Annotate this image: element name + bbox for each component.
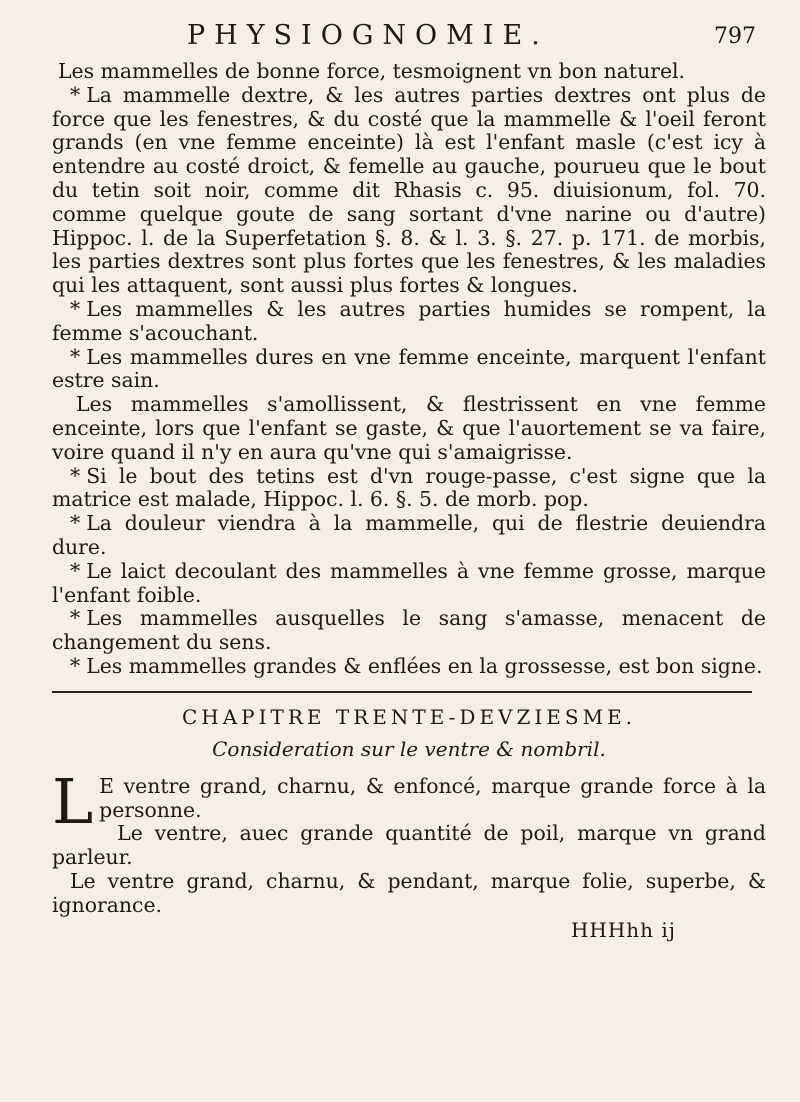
upper-text (52, 60, 766, 679)
asterisk-mark: * (70, 296, 81, 321)
asterisk-mark: * (70, 463, 81, 488)
chapter-subtitle: Consideration sur le ventre & nombril. (212, 736, 606, 761)
lower-text (52, 764, 766, 918)
running-title: PHYSIOGNOMIE. (187, 20, 549, 51)
paragraph-text: Les mammelles grandes & enflées en la grossesse, est bon signe. (86, 653, 763, 678)
asterisk-mark: * (70, 653, 81, 678)
paragraph-text: La mammelle dextre, & les autres parties dextres ont plus de force que les fenestres, & du costé que la mammelle & l'oeil feront grands (en vne femme enceinte) là est l'enfant masle (c'est icy à entendre au costé droict, & femelle au gauche, pourueu que le bout du tetin soit noir, comme dit Rhasis c. 95. diuisionum, fol. 70. comme quelque goute de sang sortant d'vne narine ou d'autre) Hippoc. l. de la Superfetation §. 8. & l. 3. §. 27. p. 171. de morbis, les parties dextres sont plus fortes que les fenestres, & les maladies qui les attaquent, sont aussi plus fortes & longues. (52, 82, 766, 298)
paragraph-text: Le laict decoulant des mammelles à vne femme grosse, marque l'enfant foible. (52, 558, 766, 607)
paragraph-text: Les mammelles & les autres parties humides se rompent, la femme s'acouchant. (52, 296, 766, 345)
signature-mark: HHHhh ij (570, 917, 676, 942)
paragraph-text: Les mammelles de bonne force, tesmoignent vn bon naturel. (58, 59, 686, 83)
asterisk-mark: * (70, 82, 81, 107)
page-header (52, 18, 766, 58)
paragraph-text: La douleur viendra à la mammelle, qui de flestrie deuiendra dure. (52, 511, 766, 559)
paragraph (52, 607, 766, 655)
paragraph (52, 84, 766, 298)
asterisk-mark: * (70, 606, 81, 631)
paragraph (52, 346, 766, 394)
paragraph-text: Les mammelles dures en vne femme enceinte, marquent l'enfant estre sain. (52, 344, 766, 393)
paragraph (52, 298, 766, 346)
paragraph-text: Les mammelles s'amollissent, & flestrissent en vne femme enceinte, lors que l'enfant se gaste, & que l'auortement se va faire, voire quand il n'y en aura qu'vne qui s'amaigrisse. (52, 392, 766, 464)
paragraph: Le ventre, auec grande quantité de poil, marque vn grand parleur. (52, 821, 766, 870)
paragraph (52, 560, 766, 608)
paragraph-text: Les mammelles ausquelles le sang s'amasse, menacent de changement du sens. (52, 606, 766, 655)
paragraph (52, 60, 766, 84)
paragraph (52, 393, 766, 464)
asterisk-mark: * (70, 511, 81, 536)
asterisk-mark: * (70, 344, 81, 369)
page-number: 797 (714, 24, 756, 49)
paragraph-text: Si le bout des tetins est d'vn rouge-passe, c'est signe que la matrice est malade, Hippoc. l. 6. §. 5. de morb. pop. (52, 463, 766, 512)
asterisk-mark: * (70, 558, 81, 583)
section-divider (52, 691, 752, 693)
paragraph: LE ventre grand, charnu, & enfoncé, marque grande force à la personne. (52, 764, 766, 838)
paragraph (52, 465, 766, 513)
paragraph (52, 512, 766, 560)
chapter-title: CHAPITRE TRENTE-DEVZIESME. (181, 704, 637, 729)
paragraph: Le ventre grand, charnu, & pendant, marque folie, superbe, & ignorance. (52, 868, 766, 917)
paragraph (52, 655, 766, 679)
